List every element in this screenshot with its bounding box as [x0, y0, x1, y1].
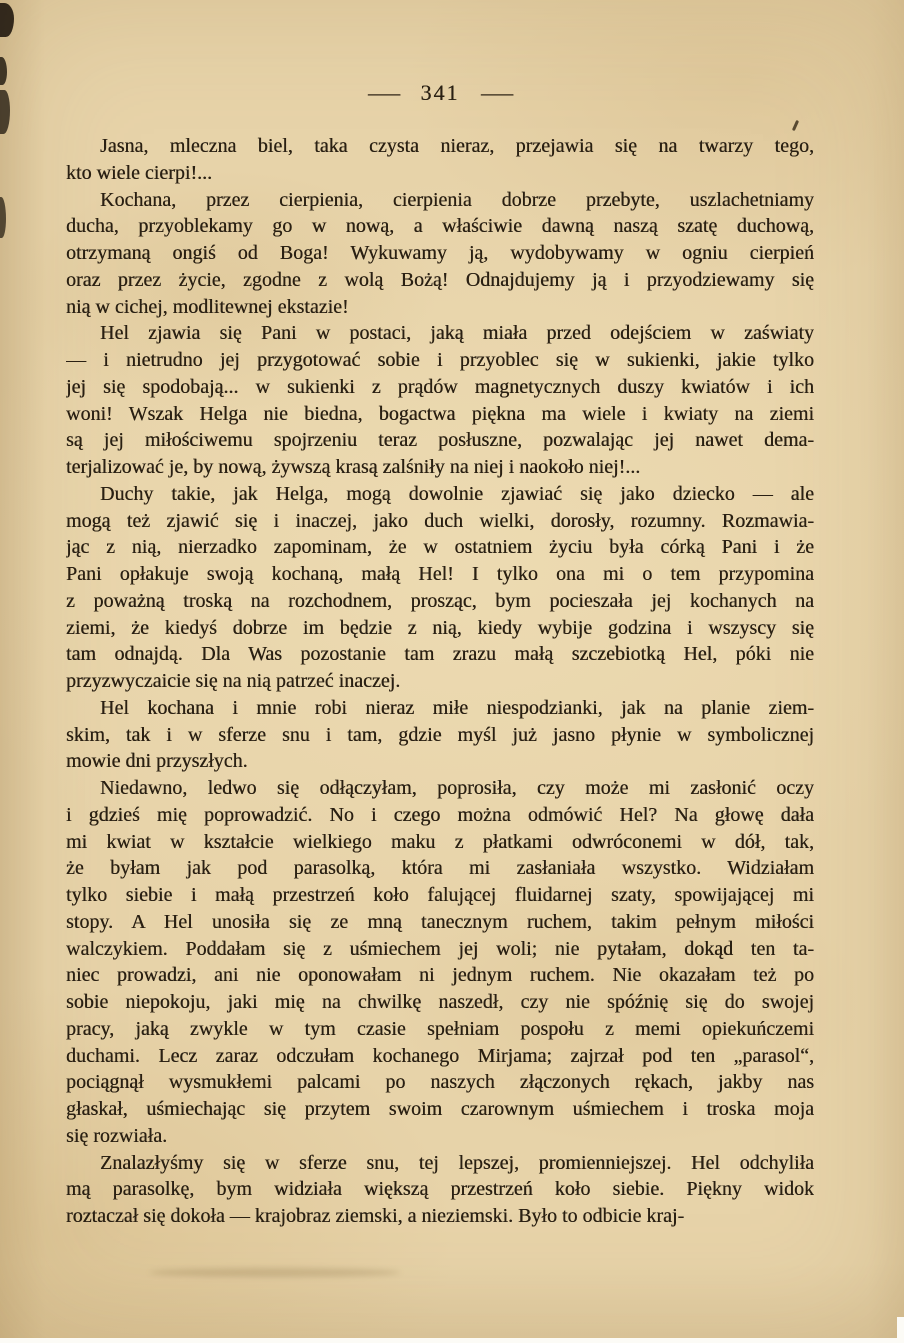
running-head	[66, 80, 814, 106]
text-line: — i nietrudno jej przygotować sobie i przyoblec się w sukienki, jakie tylko	[66, 349, 814, 371]
text-line: Duchy takie, jak Helga, mogą dowolnie zjawiać się jako dziecko — ale	[100, 482, 814, 505]
paragraph-5	[66, 695, 814, 775]
text-line: Pani opłakuje swoją kochaną, małą Hel! I tylko ona mi o tem przypomina	[66, 563, 814, 585]
paragraph-7	[66, 1150, 814, 1230]
text-line: roztaczał się dokoła — krajobraz ziemski, a nieziemski. Było to odbicie kraj-	[66, 1205, 685, 1227]
text-line: się rozwiała.	[66, 1124, 168, 1147]
text-line: Kochana, przez cierpienia, cierpienia dobrze przebyte, uszlachetniamy	[100, 188, 814, 211]
text-line: terjalizować je, by nową, żywszą krasą zalśniły na niej i naokoło niej!...	[66, 456, 641, 478]
scan-ink-fleck	[792, 120, 799, 131]
text-line: tylko siebie i małą przestrzeń koło falującej fluidarnej szaty, spowijającej mi	[66, 884, 814, 906]
text-line: skim, tak i w sferze snu i tam, gdzie myśl już jasno płynie w symbolicznej	[66, 723, 814, 746]
paragraph-3	[66, 320, 814, 481]
text-line: mowie dni przyszłych.	[66, 750, 248, 773]
text-line: Jasna, mleczna biel, taka czysta nieraz, przejawia się na twarzy tego,	[100, 135, 814, 157]
text-line: jąc z nią, nierzadko zapominam, że w ostatniem życiu była córką Pani i że	[66, 536, 814, 559]
text-line: ziemi, że kiedyś dobrze im będzie z nią, kiedy wybije godzina i wszyscy się	[66, 616, 814, 639]
paragraph-2	[66, 187, 814, 321]
text-line: niec prowadzi, ani nie oponowałam ni jednym ruchem. Nie okazałam też po	[66, 964, 814, 987]
text-line: i gdzieś mię poprowadzić. No i czego można odmówić Hel? Na głowę dała	[66, 803, 814, 826]
scan-ink-stain	[0, 3, 14, 37]
text-line: woni! Wszak Helga nie biedna, bogactwa piękna ma wiele i kwiaty na ziemi	[66, 402, 814, 425]
scan-smudge	[150, 1268, 400, 1277]
text-line: Znalazłyśmy się w sferze snu, tej lepszej, promienniejszej. Hel odchyliła	[100, 1151, 814, 1174]
text-block	[66, 133, 814, 1230]
text-line: mogą też zjawić się i inaczej, jako duch wielki, dorosły, rozumny. Rozmawia-	[66, 509, 814, 532]
scan-ink-stain	[0, 197, 6, 238]
text-line: walczykiem. Poddałam się z uśmiechem jej woli; nie pytałam, dokąd ten ta-	[66, 937, 814, 960]
text-line: otrzymaną ongiś od Boga! Wykuwamy ją, wydobywamy w ogniu cierpień	[66, 242, 814, 264]
text-line: głaskał, uśmiechając się przytem swoim czarownym uśmiechem i troska moja	[66, 1098, 814, 1120]
header-dash-left: —	[367, 80, 400, 105]
text-line: pracy, jaką zwykle w tym czasie spełniam pospołu z memi opiekuńczemi	[66, 1017, 814, 1040]
text-line: przyzwyczaicie się na nią patrzeć inaczej.	[66, 670, 401, 692]
text-line: mi kwiat w kształcie wielkiego maku z płatkami odwróconemi w dół, tak,	[66, 830, 814, 853]
text-line: mą parasolkę, bym widziała większą przestrzeń koło siebie. Piękny widok	[66, 1178, 814, 1201]
paragraph-4	[66, 481, 814, 695]
text-line: tam odnajdą. Dla Was pozostanie tam zrazu małą szczebiotką Hel, póki nie	[66, 643, 814, 666]
scan-page-edge	[897, 1317, 904, 1343]
text-line: ducha, przyoblekamy go w nową, a właściwie dawną naszą szatę duchową,	[66, 215, 814, 238]
scan-ink-stain	[0, 57, 7, 85]
text-line: nią w cichej, modlitewnej ekstazie!	[66, 295, 349, 318]
text-line: że byłam jak pod parasolką, która mi zasłaniała wszystko. Widziałam	[66, 857, 814, 880]
text-line: są jej miłościwemu spojrzeniu teraz posłuszne, pozwalając jej nawet dema-	[66, 429, 814, 452]
text-line: duchami. Lecz zaraz odczułam kochanego Mirjama; zajrzał pod ten „parasol“,	[66, 1044, 814, 1067]
text-line: pociągnął wysmukłemi palcami po naszych złączonych rękach, jakby nas	[66, 1071, 814, 1094]
scan-page-edge	[0, 1338, 904, 1343]
text-line: Niedawno, ledwo się odłączyłam, poprosiła, czy może mi zasłonić oczy	[100, 777, 814, 799]
text-line: oraz przez życie, zgodne z wolą Bożą! Odnajdujemy ją i przyodziewamy się	[66, 268, 814, 291]
text-line: kto wiele cierpi!...	[66, 161, 213, 184]
text-line: jej się spodobają... w sukienki z prądów magnetycznych duszy kwiatów i ich	[66, 375, 814, 398]
page-number: 341	[420, 80, 460, 105]
paragraph-1	[66, 133, 814, 187]
text-line: sobie niepokoju, jaki mię na chwilkę naszedł, czy nie spóźnię się do swojej	[66, 991, 814, 1013]
text-line: z poważną troską na rozchodnem, prosząc, bym pocieszała jej kochanych na	[66, 589, 814, 612]
header-dash-right: —	[480, 80, 513, 105]
text-line: Hel zjawia się Pani w postaci, jaką miała przed odejściem w zaświaty	[100, 322, 814, 345]
scan-ink-stain	[0, 90, 10, 134]
text-line: Hel kochana i mnie robi nieraz miłe niespodzianki, jak na planie ziem-	[100, 696, 814, 719]
text-line: stopy. A Hel unosiła się ze mną tanecznym ruchem, takim pełnym miłości	[66, 910, 814, 933]
paragraph-6	[66, 775, 814, 1150]
